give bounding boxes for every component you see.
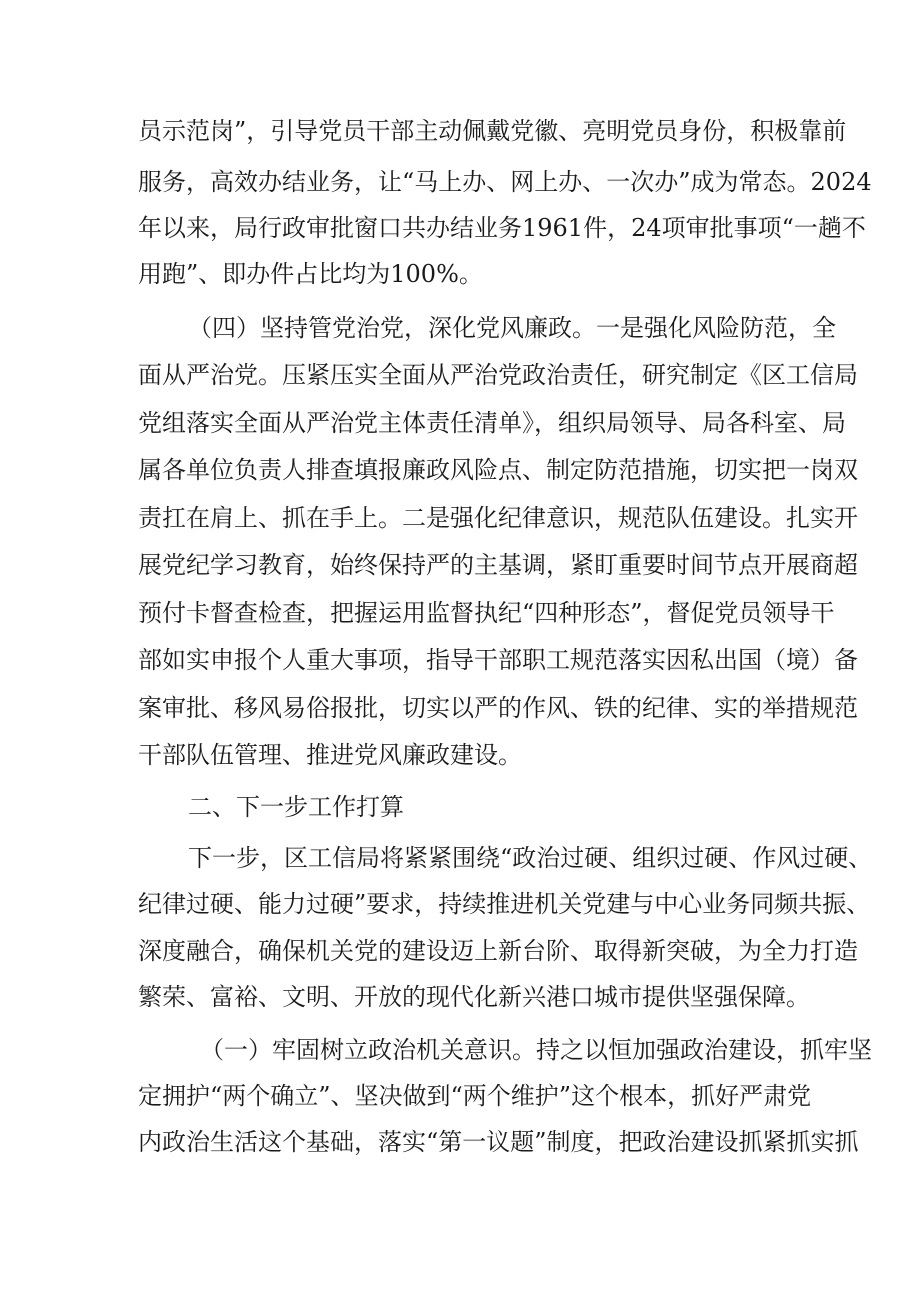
text-line: 用跑”、即办件占比均为100%。 bbox=[138, 260, 483, 288]
text-line: 繁荣、富裕、文明、开放的现代化新兴港口城市提供坚强保障。 bbox=[138, 983, 810, 1011]
text-line: 深度融合，确保机关党的建设迈上新台阶、取得新突破，为全力打造 bbox=[138, 937, 858, 965]
section-heading: 二、下一步工作打算 bbox=[188, 793, 404, 821]
text-line: 党组落实全面从严治党主体责任清单》，组织局领导、局各科室、局 bbox=[138, 409, 846, 437]
text-line: 面从严治党。压紧压实全面从严治党政治责任，研究制定《区工信局 bbox=[138, 361, 858, 389]
text-line: 干部队伍管理、推进党风廉政建设。 bbox=[138, 741, 522, 769]
text-line: 属各单位负责人排查填报廉政风险点、制定防范措施，切实把一岗双 bbox=[138, 456, 858, 484]
paragraph-heading-four: （四）坚持管党治党，深化党风廉政。一是强化风险防范，全 bbox=[188, 314, 836, 342]
text-line: 定拥护“两个确立”、坚决做到“两个维护”这个根本，抓好严肃党 bbox=[138, 1082, 812, 1110]
text-line: 责扛在肩上、抓在手上。二是强化纪律意识，规范队伍建设。扎实开 bbox=[138, 504, 858, 532]
text-line: 部如实申报个人重大事项，指导干部职工规范落实因私出国（境）备 bbox=[138, 646, 858, 674]
text-line: 服务，高效办结业务，让“马上办、网上办、一次办”成为常态。2024 bbox=[138, 168, 872, 196]
text-line: 预付卡督查检查，把握运用监督执纪“四种形态”，督促党员领导干 bbox=[138, 599, 835, 627]
text-line: 案审批、移风易俗报批，切实以严的作风、铁的纪律、实的举措规范 bbox=[138, 694, 858, 722]
paragraph-heading-one: （一）牢固树立政治机关意识。持之以恒加强政治建设，抓牢坚 bbox=[200, 1036, 872, 1064]
text-line: 年以来，局行政审批窗口共办结业务1961件，24项审批事项“一趟不 bbox=[138, 214, 866, 242]
text-line: 展党纪学习教育，始终保持严的主基调，紧盯重要时间节点开展商超 bbox=[138, 551, 858, 579]
text-line: 内政治生活这个基础，落实“第一议题”制度，把政治建设抓紧抓实抓 bbox=[138, 1128, 859, 1156]
text-line: 纪律过硬、能力过硬”要求，持续推进机关党建与中心业务同频共振、 bbox=[138, 890, 871, 918]
text-line: 下一步，区工信局将紧紧围绕“政治过硬、组织过硬、作风过硬、 bbox=[188, 844, 873, 872]
text-line: 员示范岗”，引导党员干部主动佩戴党徽、亮明党员身份，积极靠前 bbox=[138, 117, 847, 145]
